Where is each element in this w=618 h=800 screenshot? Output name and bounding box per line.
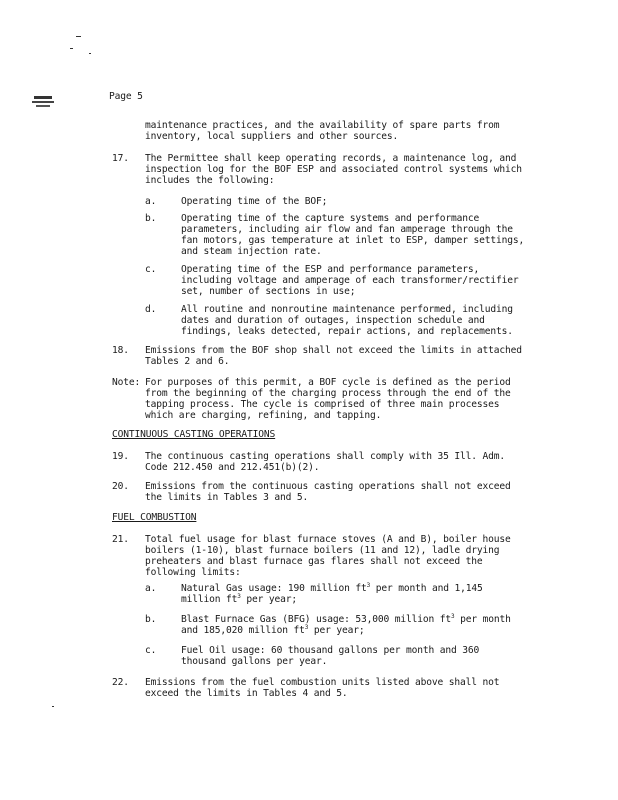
- item-number: 22.: [112, 677, 129, 688]
- text-line: Operating time of the capture systems and performance: [181, 213, 480, 224]
- subitem-letter: b.: [145, 614, 157, 625]
- text-line: Fuel Oil usage: 60 thousand gallons per month and 360: [181, 645, 480, 656]
- text-line: The continuous casting operations shall comply with 35 Ill. Adm.: [145, 451, 506, 462]
- text-line: thousand gallons per year.: [181, 656, 328, 667]
- text-line: For purposes of this permit, a BOF cycle is defined as the period: [145, 377, 511, 388]
- item-number: 21.: [112, 534, 129, 545]
- text-line: and steam injection rate.: [181, 246, 322, 257]
- text-line: and 185,020 million $ft^3$ per year;: [181, 623, 365, 636]
- text-line: million $ft^3$ per year;: [181, 592, 297, 605]
- subitem-letter: d.: [145, 304, 157, 315]
- scan-mark: [89, 53, 91, 54]
- text-line: dates and duration of outages, inspection schedule and: [181, 315, 485, 326]
- subitem-letter: c.: [145, 264, 157, 275]
- text-line: Emissions from the fuel combustion units listed above shall not: [145, 677, 500, 688]
- subitem-letter: b.: [145, 213, 157, 224]
- text-line: Code 212.450 and 212.451(b)(2).: [145, 462, 320, 473]
- text-line: maintenance practices, and the availability of spare parts from: [145, 120, 500, 131]
- text-line: boilers (1-10), blast furnace boilers (11 and 12), ladle drying: [145, 545, 500, 556]
- text-line: Operating time of the ESP and performance parameters,: [181, 264, 480, 275]
- text-line: parameters, including air flow and fan amperage through the: [181, 224, 513, 235]
- page-number: Page 5: [109, 91, 143, 102]
- text-line: includes the following:: [145, 175, 275, 186]
- stamp-mark: [30, 94, 60, 112]
- text-line: tapping process. The cycle is comprised of three main processes: [145, 399, 500, 410]
- section-heading: CONTINUOUS CASTING OPERATIONS: [112, 429, 276, 440]
- text-line: Tables 2 and 6.: [145, 356, 230, 367]
- text-line: findings, leaks detected, repair actions, and replacements.: [181, 326, 513, 337]
- text-line: exceed the limits in Tables 4 and 5.: [145, 688, 348, 699]
- text-line: the limits in Tables 3 and 5.: [145, 492, 309, 503]
- subitem-letter: a.: [145, 583, 157, 594]
- text-line: including voltage and amperage of each transformer/rectifier: [181, 275, 519, 286]
- text-line: from the beginning of the charging process through the end of the: [145, 388, 511, 399]
- text-line: Blast Furnace Gas (BFG) usage: 53,000 million $ft^3$ per month: [181, 612, 511, 625]
- text-line: Natural Gas usage: 190 million $ft^3$ per month and 1,145: [181, 581, 483, 594]
- text-line: preheaters and blast furnace gas flares shall not exceed the: [145, 556, 483, 567]
- text-line: All routine and nonroutine maintenance performed, including: [181, 304, 513, 315]
- section-heading: FUEL COMBUSTION: [112, 512, 197, 523]
- item-number: 18.: [112, 345, 129, 356]
- item-number: 19.: [112, 451, 129, 462]
- text-line: which are charging, refining, and tapping.: [145, 410, 382, 421]
- subitem-letter: c.: [145, 645, 157, 656]
- scan-mark: [70, 48, 73, 49]
- text-line: Emissions from the BOF shop shall not exceed the limits in attached: [145, 345, 522, 356]
- text-line: inspection log for the BOF ESP and associated control systems which: [145, 164, 522, 175]
- text-line: set, number of sections in use;: [181, 286, 356, 297]
- text-line: Emissions from the continuous casting operations shall not exceed: [145, 481, 511, 492]
- scan-mark: [76, 36, 81, 37]
- note-label: Note:: [112, 377, 141, 388]
- text-line: fan motors, gas temperature at inlet to ESP, damper settings,: [181, 235, 525, 246]
- text-line: The Permittee shall keep operating records, a maintenance log, and: [145, 153, 517, 164]
- scan-mark: [52, 706, 54, 707]
- item-number: 17.: [112, 153, 129, 164]
- subitem-letter: a.: [145, 196, 157, 207]
- text-line: Total fuel usage for blast furnace stoves (A and B), boiler house: [145, 534, 511, 545]
- item-number: 20.: [112, 481, 129, 492]
- text-line: inventory, local suppliers and other sources.: [145, 131, 399, 142]
- text-line: Operating time of the BOF;: [181, 196, 328, 207]
- text-line: following limits:: [145, 567, 241, 578]
